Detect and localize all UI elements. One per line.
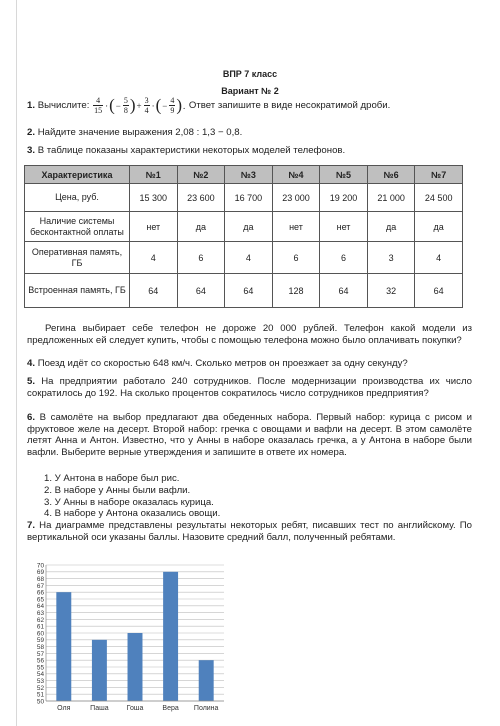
x-tick-label: Полина xyxy=(193,705,219,712)
y-tick-label: 58 xyxy=(36,644,44,651)
task-3 xyxy=(27,145,472,157)
x-tick-label: Оля xyxy=(57,705,71,712)
task-2-number: 2. xyxy=(27,127,36,138)
table-cell: 21 000 xyxy=(367,184,415,212)
table-cell: 4 xyxy=(415,242,463,274)
bar-5 xyxy=(199,660,214,701)
y-tick-label: 62 xyxy=(36,616,44,624)
task-6-options xyxy=(44,473,220,520)
task-1-number: 1. xyxy=(27,100,36,112)
task-3-number: 3. xyxy=(27,145,36,156)
y-tick-label: 68 xyxy=(36,576,44,583)
table-cell: 6 xyxy=(272,242,320,274)
task-6-number: 6. xyxy=(27,412,36,423)
task-1: 1. Вычислите: $\frac{4}{15}$ ·(− $\frac{5}{8}$ )+ $\frac{3}{4}$ ·(− $\frac{4}{9}$ ). Ответ запишите в виде несократимой дроби. xyxy=(27,95,391,115)
table-cell: 4 xyxy=(225,242,273,274)
bar-1 xyxy=(56,592,71,701)
row-label: Встроенная память, ГБ xyxy=(25,274,130,308)
y-tick-label: 54 xyxy=(36,671,44,679)
table-cell: 19 200 xyxy=(320,184,368,212)
y-tick-label: 61 xyxy=(36,623,44,631)
task-2 xyxy=(27,127,472,139)
table-cell: 32 xyxy=(367,274,415,308)
bar-4 xyxy=(163,572,178,701)
task-6 xyxy=(27,412,472,458)
task-7 xyxy=(27,520,472,543)
table-cell: 6 xyxy=(320,242,368,274)
table-cell: 128 xyxy=(272,274,320,308)
phone-characteristics-table xyxy=(24,165,463,308)
y-tick-label: 64 xyxy=(36,603,44,611)
table-cell: да xyxy=(177,212,225,242)
table-cell: нет xyxy=(272,212,320,242)
task-6-text: В самолёте на выбор предлагают два обеденных набора. Первый набор: курица с рисом и фруктовое желе на десерт. Второй набор: гречка с овощами и вафли на десерт. В этом самолёте летят Анна и Антон. Известно, что у Анны в наборе оказалась гречка, а у Антона в наборе были вафли. Выберите верные утверждения и запишите в ответе их номера. xyxy=(27,412,472,458)
plus-operator: + xyxy=(136,100,142,111)
table-row-storage xyxy=(25,274,463,308)
y-tick-label: 69 xyxy=(36,569,44,577)
table-cell: 6 xyxy=(177,242,225,274)
table-header-cell: №2 xyxy=(177,166,225,184)
y-tick-label: 59 xyxy=(36,637,44,645)
task-5 xyxy=(27,376,472,399)
table-cell: 64 xyxy=(415,274,463,308)
task-1-tail: Ответ запишите в виде несократимой дроби. xyxy=(188,100,391,112)
row-label: Цена, руб. xyxy=(25,184,130,212)
task-5-number: 5. xyxy=(27,376,36,387)
task-2-text: Найдите значение выражения 2,08 : 1,3 − 0,8. xyxy=(37,127,243,138)
table-row-ram xyxy=(25,242,463,274)
table-header-row xyxy=(25,166,463,184)
y-tick-label: 70 xyxy=(36,562,44,570)
table-cell: да xyxy=(225,212,273,242)
y-tick-label: 52 xyxy=(36,684,44,692)
table-header-cell: №5 xyxy=(320,166,368,184)
fraction-d: $\frac{4}{9}$ xyxy=(170,96,175,115)
task-3-question: Регина выбирает себе телефон не дороже 20 000 рублей. Телефон какой модели из предложенных ей следует купить, чтобы с помощью телефона можно было оплачивать покупки? xyxy=(27,323,472,346)
x-tick-label: Паша xyxy=(90,705,109,712)
list-item: 2. В наборе у Анны были вафли. xyxy=(44,484,191,496)
table-header-cell: №7 xyxy=(415,166,463,184)
task-7-text: На диаграмме представлены результаты некоторых ребят, писавших тест по английскому. По вертикальной оси указаны баллы. Назовите средний балл, полученный ребятами. xyxy=(27,520,472,543)
table-header-cell: №4 xyxy=(272,166,320,184)
table-header-cell: №1 xyxy=(130,166,178,184)
y-tick-label: 65 xyxy=(36,596,44,604)
task-4-text: Поезд идёт со скоростью 648 км/ч. Сколько метров он проезжает за одну секунду? xyxy=(37,358,408,369)
table-cell: 64 xyxy=(225,274,273,308)
task-4-number: 4. xyxy=(27,358,36,369)
x-tick-label: Гоша xyxy=(126,705,144,712)
list-item: 4. В наборе у Антона оказались овощи. xyxy=(44,508,221,520)
y-tick-label: 60 xyxy=(36,630,44,638)
row-label: Наличие системы бесконтактной оплаты xyxy=(25,212,130,242)
table-cell: 64 xyxy=(320,274,368,308)
y-tick-label: 63 xyxy=(36,610,44,617)
table-header-cell: №3 xyxy=(225,166,273,184)
bar-2 xyxy=(92,640,107,701)
table-cell: 64 xyxy=(130,274,178,308)
variant-title: Вариант № 2 xyxy=(221,86,279,96)
dot-operator: · xyxy=(105,100,109,111)
y-tick-label: 56 xyxy=(36,657,44,665)
y-tick-label: 57 xyxy=(36,650,44,658)
fraction-a: $\frac{4}{15}$ xyxy=(94,96,103,115)
page-left-edge xyxy=(16,0,17,726)
table-header-cell: №6 xyxy=(367,166,415,184)
list-item: 3. У Анны в наборе оказалась курица. xyxy=(44,496,214,508)
table-header-cell: Характеристика xyxy=(25,166,130,184)
y-tick-label: 51 xyxy=(36,691,44,699)
fraction-c: $\frac{3}{4}$ xyxy=(144,96,149,115)
document-title: ВПР 7 класс xyxy=(222,69,278,79)
table-cell: нет xyxy=(130,212,178,242)
scores-bar-chart xyxy=(28,561,228,721)
task-1-lead: Вычислите: xyxy=(37,100,90,112)
row-label: Оперативная память, ГБ xyxy=(25,242,130,274)
table-cell: 24 500 xyxy=(415,184,463,212)
list-item: 1. У Антона в наборе был рис. xyxy=(44,473,180,484)
task-3-text: В таблице показаны характеристики некоторых моделей телефонов. xyxy=(37,145,346,156)
table-cell: 3 xyxy=(367,242,415,274)
table-cell: нет xyxy=(320,212,368,242)
table-cell: 64 xyxy=(177,274,225,308)
task-7-number: 7. xyxy=(27,520,36,531)
bar-3 xyxy=(128,633,143,701)
table-row-contactless xyxy=(25,212,463,242)
table-row-price xyxy=(25,184,463,212)
y-tick-label: 67 xyxy=(36,582,44,590)
task-5-text: На предприятии работало 240 сотрудников. После модернизации производства их число сократилось до 192. На сколько процентов сократилось число сотрудников предприятия? xyxy=(27,376,472,399)
table-cell: 23 000 xyxy=(272,184,320,212)
table-cell: 16 700 xyxy=(225,184,273,212)
table-cell: 15 300 xyxy=(130,184,178,212)
table-cell: да xyxy=(367,212,415,242)
y-tick-label: 53 xyxy=(36,678,44,685)
y-tick-label: 66 xyxy=(36,589,44,597)
table-cell: да xyxy=(415,212,463,242)
table-cell: 4 xyxy=(130,242,178,274)
x-tick-label: Вера xyxy=(162,705,179,712)
y-tick-label: 55 xyxy=(36,664,44,672)
y-tick-label: 50 xyxy=(36,698,44,706)
table-cell: 23 600 xyxy=(177,184,225,212)
fraction-b: $\frac{5}{8}$ xyxy=(123,96,128,115)
task-4 xyxy=(27,358,472,370)
